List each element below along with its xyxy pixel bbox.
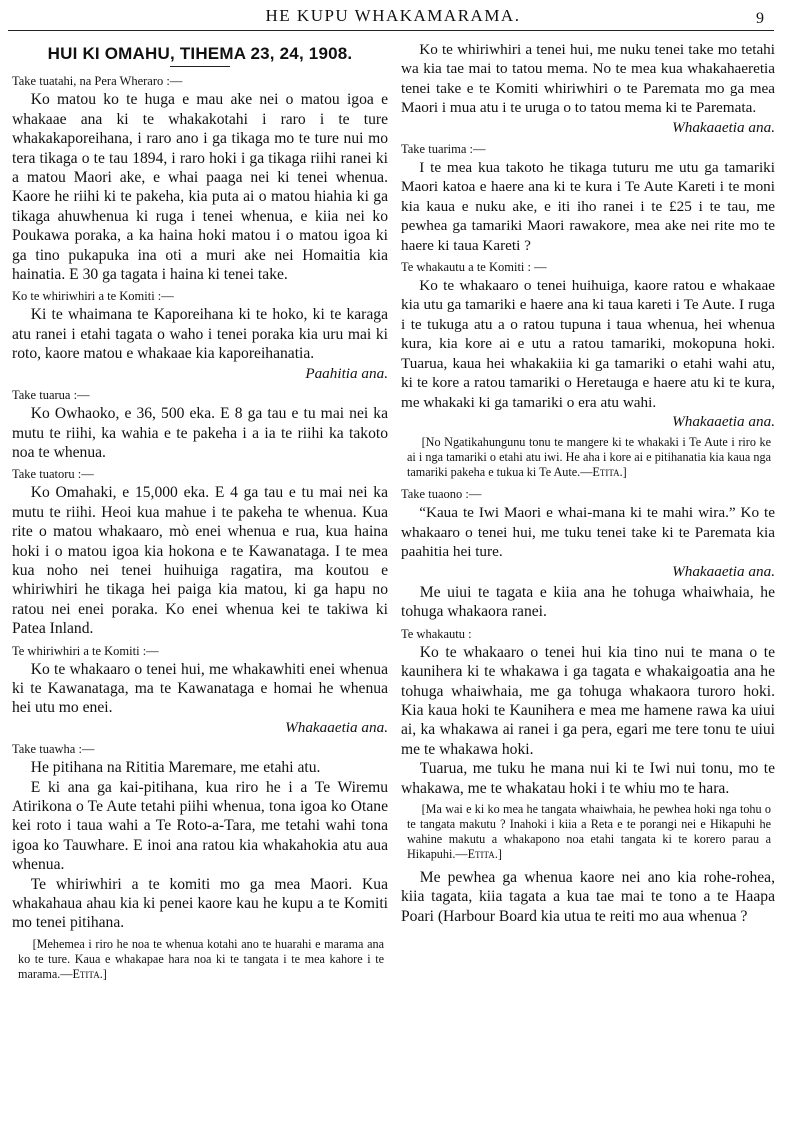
resolution: Whakaaetia ana. [285, 718, 388, 736]
section-komiti-whiriwhiri-1 [12, 288, 388, 383]
paragraph: Tuarua, me tuku he mana nui ki te Iwi nui tonu, mo te whakawa, me te whakatau hoki i te whiu mo te hara. [401, 760, 775, 797]
paragraph: “Kaua te Iwi Maori e whai-mana ki te mahi wira.” Ko te whakaaro o tenei hui, me tuku tenei take ki te Paremata kia paahitia hei ture. [401, 504, 775, 561]
paragraph: Ko te whakaaro o tenei huihuiga, kaore ratou e whakaae kia utu ga tamariki e haere ana ki taua kareti i Te Aute. I ruga i te tukuga atu a o ratou tupuna i taua whenua, hei whenua kura, kia kore ai e utu a ratou tamariki, mokopuna hoki. Tuarua, kaua hei whakakiia ki ga tamariki o etahi wahi atu, ki te kore a ratou tamariki o Heretauga e haere atu ki te kura, me whakaki ki ga tamariki o era atu wahi. [401, 277, 775, 411]
paragraph: Te whiriwhiri a te komiti mo ga mea Maori. Kua whakahaua ahau kia ki penei kaore kau he kupu a te Komiti mo tenei pitihana. [12, 875, 388, 932]
section-komiti-whiriwhiri-2 [12, 643, 388, 738]
section-take-tuarua [12, 387, 388, 462]
section-take-tuaono [401, 486, 775, 621]
editor-signature: Etita [467, 847, 495, 861]
note-text: [No Ngatikahungunu tonu te mangere ki te whakaki i Te Aute i riro ke ai i nga tamariki o etahi atu iwi. He aha i kore ai e pitihanatia kia kaua nga tamariki pakeha e tukua ki Te Aute.— [407, 435, 771, 480]
note-close: .] [99, 966, 107, 981]
paragraph: Me pewhea ga whenua kaore nei ano kia rohe-rohea, kiia tagata, kiia tagata a kua tae mai te tono a te Haapa Poari (Harbour Board kia utua te reiti mo aua whenua ? [401, 869, 775, 925]
paragraph: Ko Owhaoko, e 36, 500 eka. E 8 ga tau e tu mai nei ka mutu te riihi, ka wahia e te pakeha i a ia te riihi ka takoto noa te whenua. [12, 405, 388, 461]
resolution: Whakaaetia ana. [672, 118, 775, 136]
header-rule [8, 30, 774, 31]
editor-note [18, 937, 384, 982]
section-take-tuatahi [12, 73, 388, 284]
paragraph: Ko te whakaaro o tenei hui, me whakawhiti enei whenua ki te Kawanataga, ma te Kawanataga e homai he whenua hei utu mo enei. [12, 660, 388, 717]
running-header [0, 6, 786, 28]
article-heading: HUI KI OMAHU, TIHEMA 23, 24, 1908. [47, 44, 353, 63]
resolution: Paahitia ana. [305, 364, 388, 382]
left-column [12, 40, 388, 988]
page-number: 9 [756, 10, 764, 27]
section-continued [401, 40, 775, 137]
section-take-tuarima [401, 141, 775, 255]
resolution: Whakaaetia ana. [672, 562, 775, 580]
section-take-tuawha [12, 741, 388, 982]
section-take-tuatoru [12, 466, 388, 638]
section-label: Take tuarua :— [12, 388, 90, 403]
paragraph: Me uiui te tagata e kiia ana he tohuga whaiwhaia, he tohuga whakaora ranei. [401, 583, 775, 621]
paragraph: Ko Omahaki, e 15,000 eka. E 4 ga tau e tu mai nei ka mutu te riihi. Heoi kua mahue i te pakeha te whenua. Kua rite o matou whakaaro, mò enei whenua e rua, kua haina hoki i o matou igoa kia hokona e te Kawanataga. I te mea kua noho nei tenei huihuiga ragatira, ma koutou e whiriwhiri he tikaga hei paiga kia matou, ki ga hapu no ratou nei enei poraka. Ko enei whenua kei te takiwa ki Patea Inland. [12, 484, 388, 638]
paragraph: Ki te whaimana te Kaporeihana ki te hoko, ki te karaga atu ranei i etahi tagata o waho i tenei poraka kia uru mai ki roto, kaore matou e whakaae kia kaporeihanatia. [12, 306, 388, 363]
running-title: HE KUPU WHAKAMARAMA. [265, 6, 521, 25]
paragraph: I te mea kua takoto he tikaga tuturu me utu ga tamariki Maori katoa e haere ana ki te kura i Te Aute Kareti i te moni kia kaua e nuku ake, e iti iho ranei i te £25 i te tau, me pewhea ga tamariki Maori rawakore, mea ake nei rite mo te haere ki taua Kareti ? [401, 159, 775, 254]
editor-signature: Etita [72, 966, 100, 981]
heading-rule [170, 66, 230, 67]
section-whakautu [401, 626, 775, 926]
paragraph: Ko te whakaaro o tenei hui kia tino nui te mana o te kaunihera ki te whakawa i ga tagata e whakaigoatia ana he tohuga whaiwhaia, me ga tohuga whakaora turoro hoki. Kia kaua hoki te Kaunihera e mea me hamene rawa ka uiui ai, ka whakawa ai ranei i ga pera, egari me tere tonu te uiui me te whakawa hoki. [401, 643, 775, 758]
section-label: Take tuawha :— [12, 742, 95, 757]
paragraph: E ki ana ga kai-pitihana, kua riro he i a Te Wiremu Atirikona o Te Aute tetahi piihi whenua, tona igoa ko Otane kei roto i taua wahi a Te Roto-a-Tara, me tetahi wahi tona igoa ko Tauwhare. E inoi ana ratou kia whakahokia atu aua whenua. [12, 778, 388, 874]
section-label: Take tuarima :— [401, 142, 486, 157]
section-label: Te whakautu : [401, 626, 472, 641]
section-label: Take tuatoru :— [12, 467, 94, 482]
note-close: .] [494, 847, 502, 861]
paragraph: Ko matou ko te huga e mau ake nei o matou igoa e whakaae ana ki te whakakotahi i raro i te ture whakakaporeihana, i raro ano i ga tikaga mo te ture nui mo tera tikaga o te tau 1894, i raro hoki i ga tikaga riihi ranei ki a matou Maori ake, e whai paaga nei ki tenei whenua. Kaore he riihi ki te pakeha, kia puta ai o matou hiahia ki ga tikaga ahuwhenua ki ruga i tenei whenua, e kiia nei ko Poukawa poraka, a ka haina hoki matou i o matou igoa ki ga tino pukapuka ina oti a muri ake nei Homaitia kia hainatia. E 30 ga tagata i haina ki tenei take. [12, 91, 388, 284]
paragraph: Ko te whiriwhiri a tenei hui, me nuku tenei take mo tetahi wa kia tae mai to tatou mema. No te mea kua whakahaeretia tenei take e te Komiti whiriwhiri o te Paremata mo ga mea Maori i mua atu i te uruga o to tatou mema ki te Paremata. [401, 41, 775, 117]
right-column [401, 40, 775, 926]
note-text: [Mehemea i riro he noa te whenua kotahi ano te huarahi e marama ana ko te ture. Kaua e whakapae hara noa ki te tangata i te mea kahore i te marama.— [18, 936, 384, 981]
paragraph: He pitihana na Rititia Maremare, me etahi atu. [30, 759, 321, 777]
editor-note [407, 802, 771, 862]
note-close: .] [619, 465, 627, 480]
section-label: Te whakautu a te Komiti : — [401, 260, 547, 275]
resolution: Whakaaetia ana. [672, 412, 775, 430]
section-label: Take tuatahi, na Pera Wheraro :— [12, 74, 183, 89]
note-text: [Ma wai e ki ko mea he tangata whaiwhaia, he pewhea hoki nga tohu o te tangata makutu ? Inahoki i kiia a Reta e te porangi nei e Hikapuhi he wahine makutu a whakapono noa etahi tangata ki te korero parau a Hikapuhi.— [407, 802, 771, 861]
section-label: Take tuaono :— [401, 487, 482, 502]
editor-note [407, 435, 771, 480]
section-label: Te whiriwhiri a te Komiti :— [12, 643, 159, 658]
editor-signature: Etita [592, 465, 620, 480]
section-label: Ko te whiriwhiri a te Komiti :— [12, 289, 174, 304]
section-komiti-whakautu [401, 259, 775, 480]
